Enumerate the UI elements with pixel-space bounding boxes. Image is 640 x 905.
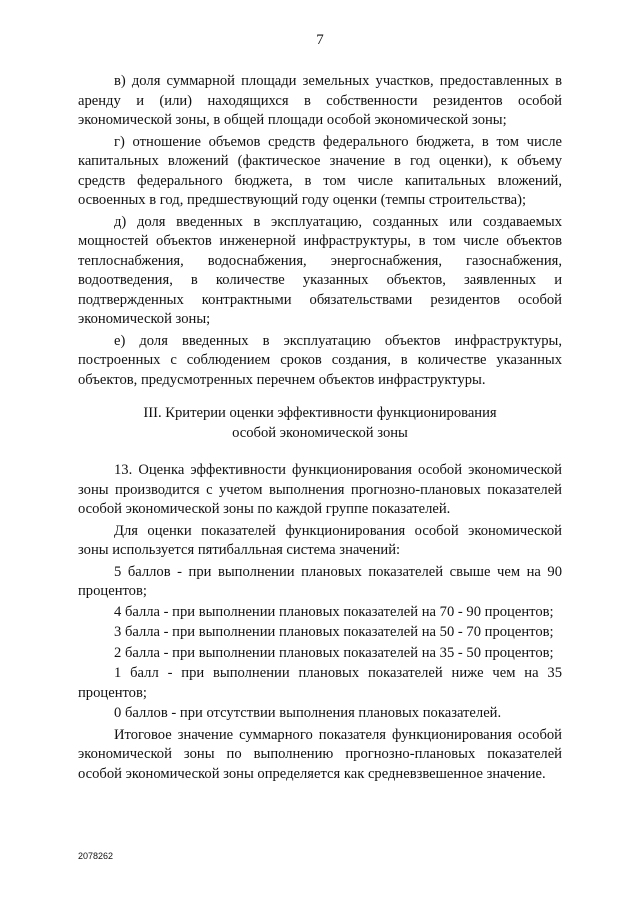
paragraph-13: 13. Оценка эффективности функционирования особой экономической зоны производится с учетом выполнения прогнозно-плановых показателей особой экономической зоны по каждой группе показателей. — [78, 462, 562, 517]
score-3-item: 3 балла - при выполнении плановых показателей на 50 - 70 процентов; — [114, 624, 554, 640]
page-number: 7 — [316, 32, 324, 48]
section-heading-line-2: особой экономической зоны — [232, 424, 408, 441]
document-body — [78, 72, 562, 784]
score-0-item: 0 баллов - при отсутствии выполнения плановых показателей. — [114, 705, 502, 721]
document-id: 2078262 — [78, 851, 114, 861]
section-heading — [78, 404, 562, 443]
score-2-item: 2 балла - при выполнении плановых показателей на 35 - 50 процентов; — [114, 644, 554, 661]
section-heading-line-1: III. Критерии оценки эффективности функционирования — [143, 405, 497, 421]
score-5-item: 5 баллов - при выполнении плановых показателей свыше чем на 90 процентов; — [78, 563, 562, 599]
item-g: г) отношение объемов средств федерального бюджета, в том числе капитальных вложений (фактическое значение в год оценки), к объему средств федерального бюджета, в том числе капитальных вложений, освоенных в год, предшествующий году оценки (темпы строительства); — [78, 133, 562, 208]
score-4-item: 4 балла - при выполнении плановых показателей на 70 - 90 процентов; — [114, 603, 554, 620]
score-1-item: 1 балл - при выполнении плановых показателей ниже чем на 35 процентов; — [78, 665, 562, 701]
final-paragraph: Итоговое значение суммарного показателя функционирования особой экономической зоны по выполнению прогнозно-плановых показателей особой экономической зоны определяется как средневзвешенное значение. — [78, 726, 562, 782]
item-d: д) доля введенных в эксплуатацию, созданных или создаваемых мощностей объектов инженерной инфраструктуры, в том числе объектов теплоснабжения, водоснабжения, энергоснабжения, газоснабжения, водоотведения, в количестве указанных объектов, заявленных и подтвержденных контрактными обязательствами резидентов особой экономической зоны; — [78, 213, 562, 327]
item-e: е) доля введенных в эксплуатацию объектов инфраструктуры, построенных с соблюдением сроков создания, в количестве указанных объектов, предусмотренных перечнем объектов инфраструктуры. — [78, 332, 562, 388]
scale-intro: Для оценки показателей функционирования особой экономической зоны используется пятибалльная система значений: — [78, 522, 562, 558]
score-scale-list — [78, 563, 562, 724]
item-v: в) доля суммарной площади земельных участков, предоставленных в аренду и (или) находящихся в собственности резидентов особой экономической зоны, в общей площади особой экономической зоны; — [78, 73, 562, 128]
